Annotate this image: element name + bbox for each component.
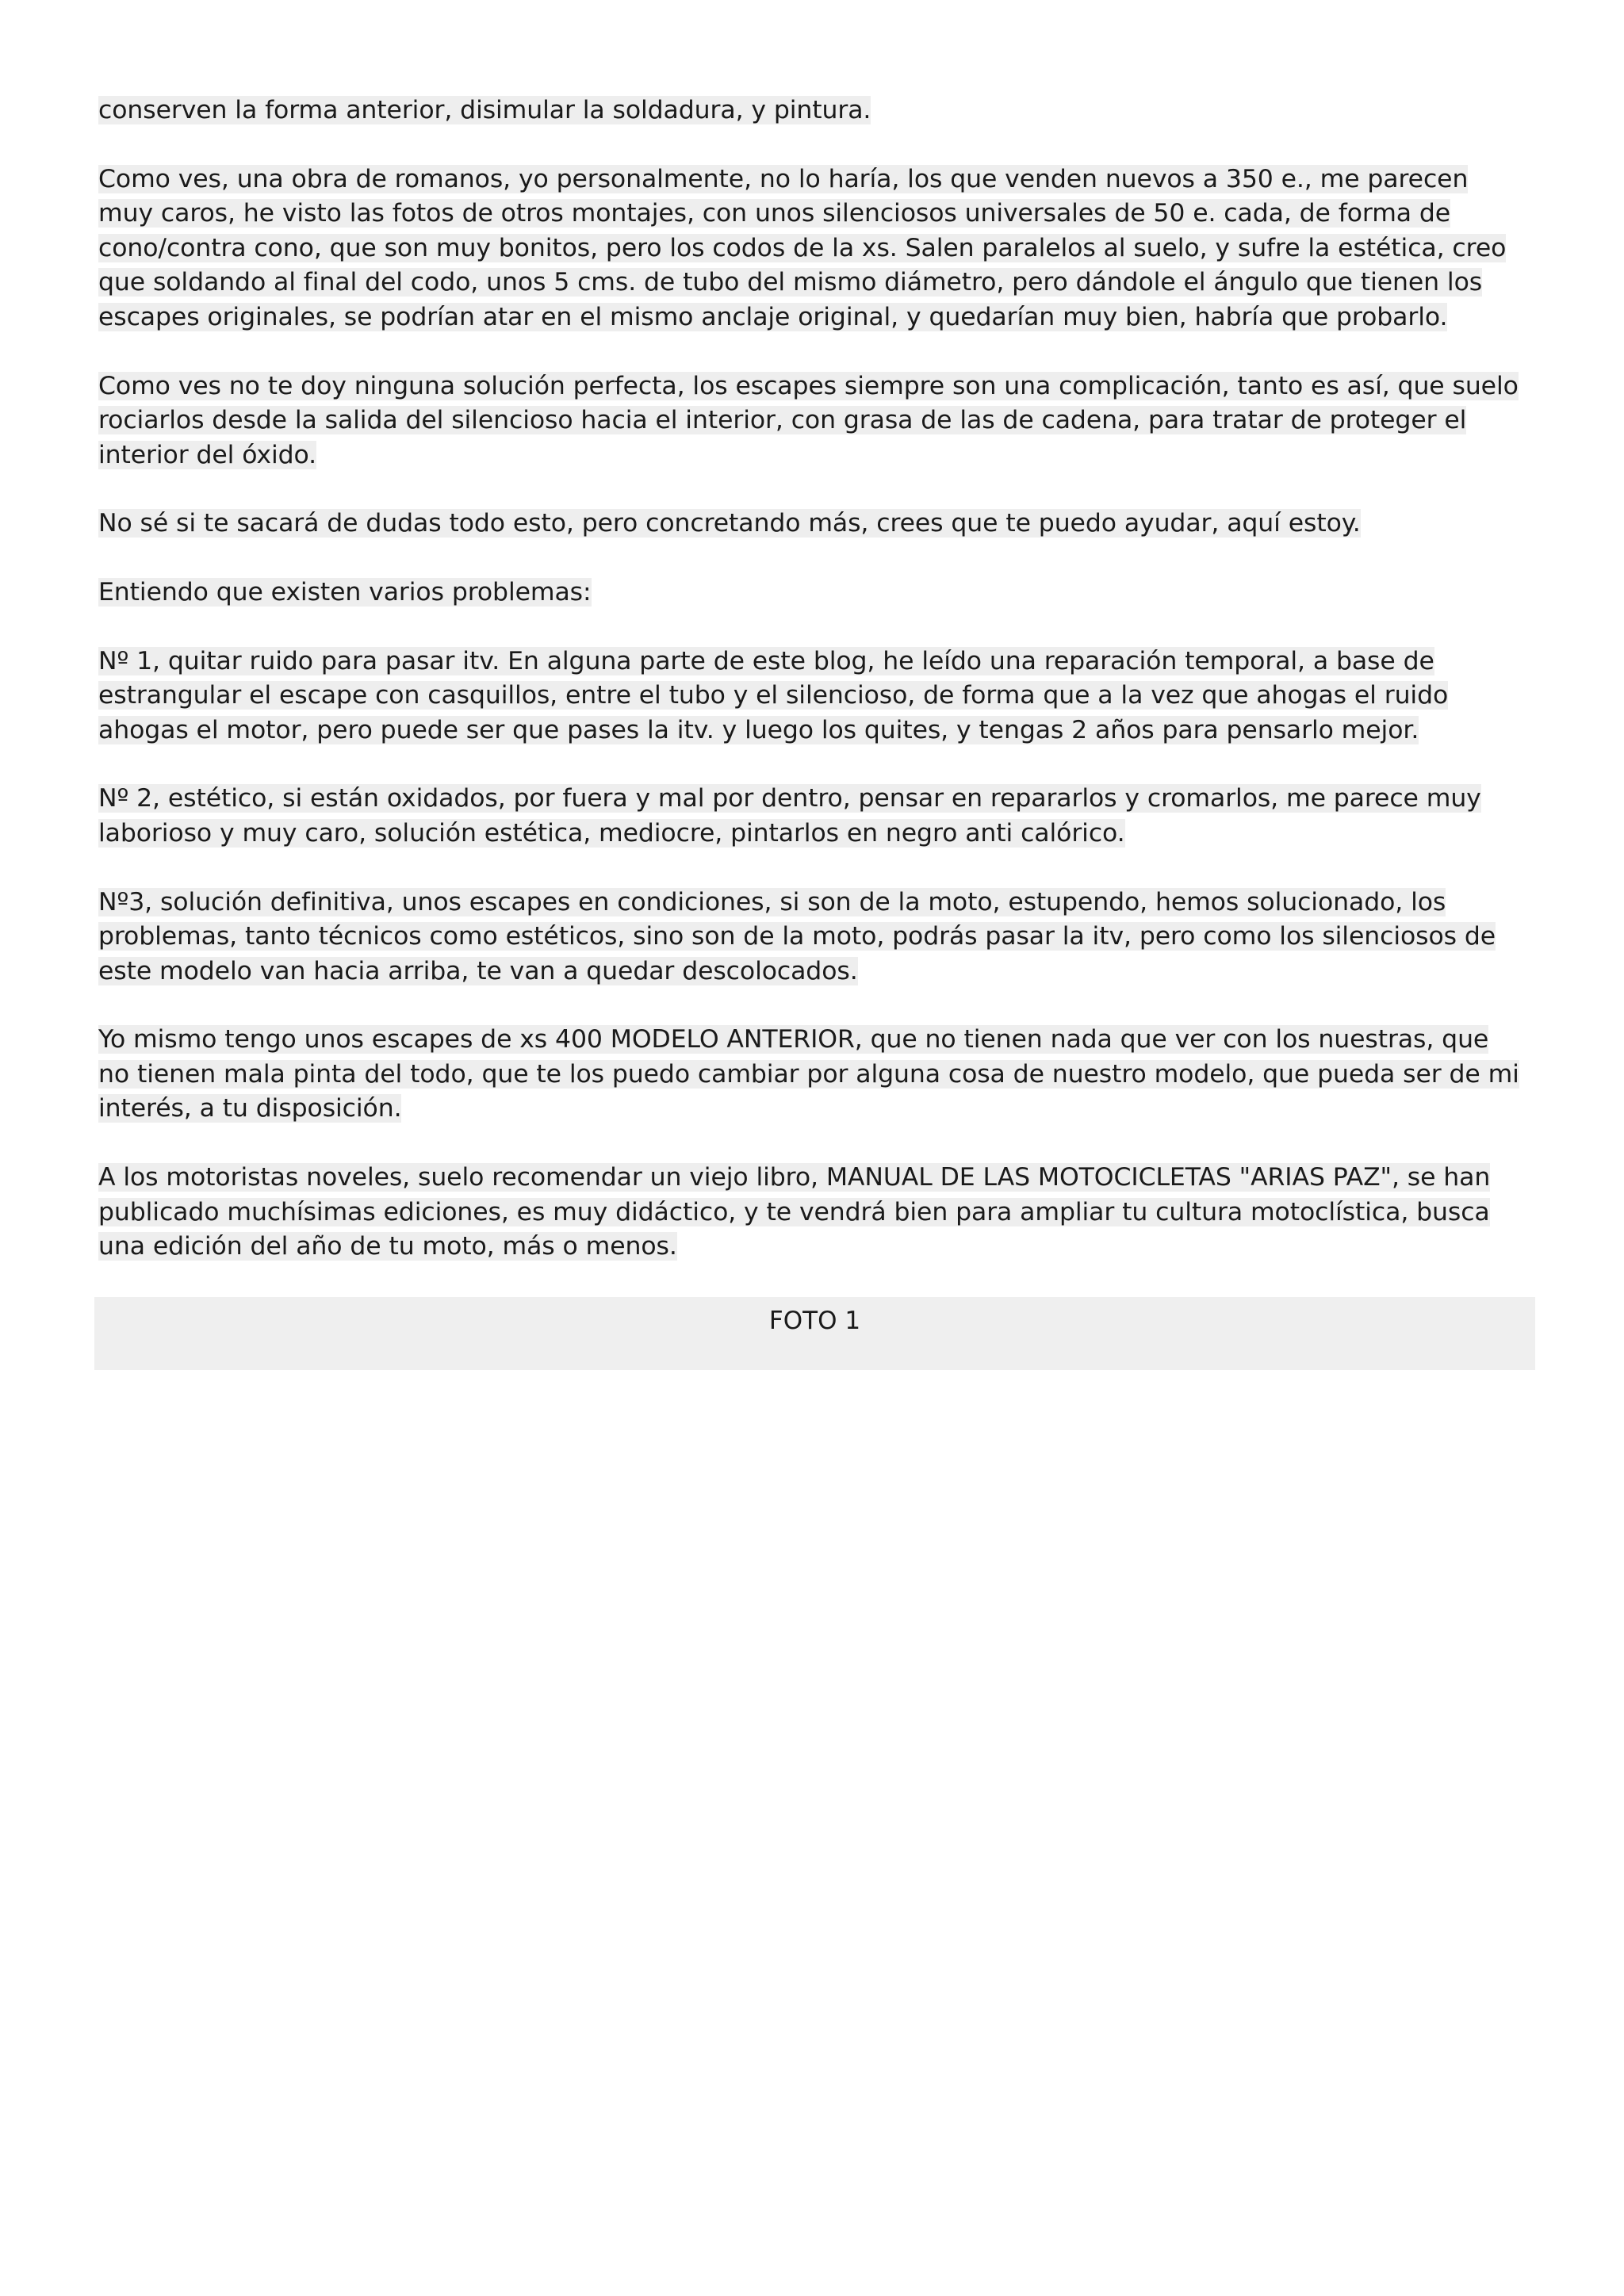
paragraph-1-text: conserven la forma anterior, disimular la soldadura, y pintura. xyxy=(98,96,871,124)
paragraph-1 xyxy=(98,94,1526,128)
paragraph-8 xyxy=(98,886,1526,989)
paragraph-8-text: Nº3, solución definitiva, unos escapes en condiciones, si son de la moto, estupendo, hemos solucionado, los problemas, tanto técnicos como estéticos, sino son de la moto, podrás pasar la itv, pero como los silenciosos de este modelo van hacia arriba, te van a quedar descolocados. xyxy=(98,887,1496,985)
paragraph-10 xyxy=(98,1161,1526,1265)
paragraph-3 xyxy=(98,369,1526,473)
document-body xyxy=(98,94,1526,1299)
photo-caption: FOTO 1 xyxy=(768,1307,861,1335)
paragraph-4-text: No sé si te sacará de dudas todo esto, pero concretando más, crees que te puedo ayudar, aquí estoy. xyxy=(98,509,1361,538)
paragraph-6-text: Nº 1, quitar ruido para pasar itv. En alguna parte de este blog, he leído una reparación temporal, a base de estrangular el escape con casquillos, entre el tubo y el silencioso, de forma que a la vez que ahogas el ruido ahogas el motor, pero puede ser que pases la itv. y luego los quites, y tengas 2 años para pensarlo mejor. xyxy=(98,646,1449,744)
paragraph-6 xyxy=(98,645,1526,748)
paragraph-9-text: Yo mismo tengo unos escapes de xs 400 MODELO ANTERIOR, que no tienen nada que ver con los nuestras, que no tienen mala pinta del todo, que te los puedo cambiar por alguna cosa de nuestro modelo, que pueda ser de mi interés, a tu disposición. xyxy=(98,1025,1519,1123)
paragraph-7 xyxy=(98,782,1526,851)
paragraph-3-text: Como ves no te doy ninguna solución perfecta, los escapes siempre son una complicación, tanto es así, que suelo rociarlos desde la salida del silencioso hacia el interior, con grasa de las de cadena, para tratar de proteger el interior del óxido. xyxy=(98,371,1519,469)
paragraph-2-text: Como ves, una obra de romanos, yo personalmente, no lo haría, los que venden nuevos a 350 e., me parecen muy caros, he visto las fotos de otros montajes, con unos silenciosos universales de 50 e. cada, de forma de cono/contra cono, que son muy bonitos, pero los codos de la xs. Salen paralelos al suelo, y sufre la estética, creo que soldando al final del codo, unos 5 cms. de tubo del mismo diámetro, pero dándole el ángulo que tienen los escapes originales, se podrían atar en el mismo anclaje original, y quedarían muy bien, habría que probarlo. xyxy=(98,164,1507,331)
paragraph-7-text: Nº 2, estético, si están oxidados, por fuera y mal por dentro, pensar en repararlos y cromarlos, me parece muy laborioso y muy caro, solución estética, mediocre, pintarlos en negro anti calórico. xyxy=(98,784,1481,848)
paragraph-5-text: Entiendo que existen varios problemas: xyxy=(98,577,592,607)
paragraph-5 xyxy=(98,576,1526,610)
paragraph-9 xyxy=(98,1023,1526,1127)
paragraph-10-text: A los motoristas noveles, suelo recomendar un viejo libro, MANUAL DE LAS MOTOCICLETAS "ARIAS PAZ", se han publicado muchísimas ediciones, es muy didáctico, y te vendrá bien para ampliar tu cultura motoclística, busca una edición del año de tu moto, más o menos. xyxy=(98,1163,1491,1261)
paragraph-4 xyxy=(98,507,1526,541)
photo-placeholder xyxy=(94,1297,1535,1370)
paragraph-2 xyxy=(98,163,1526,335)
